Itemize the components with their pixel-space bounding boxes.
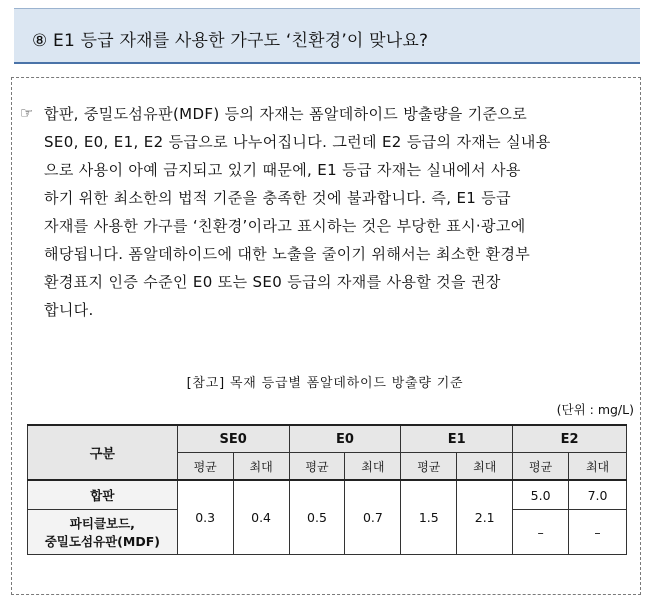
row-label-line: 중밀도섬유판(MDF)	[44, 534, 160, 549]
paragraph-line: 으로 사용이 아예 금지되고 있기 때문에, E1 등급 자재는 실내에서 사용	[44, 161, 521, 179]
e0-max-value: 0.7	[345, 480, 401, 555]
grade-header-e0: E0	[289, 425, 401, 453]
e2-max-value: –	[569, 510, 627, 555]
unit-label: (단위 : mg/L)	[556, 402, 634, 417]
paragraph-line: SE0, E0, E1, E2 등급으로 나누어집니다. 그런데 E2 등급의 자재는 실내용	[44, 133, 551, 151]
grade-header-e1: E1	[401, 425, 513, 453]
row-label-plywood: 합판	[28, 480, 178, 510]
se0-max-value: 0.4	[233, 480, 289, 555]
reference-table-title: [참고] 목재 등급별 폼알데하이드 방출량 기준	[186, 376, 464, 391]
paragraph-line: 하기 위한 최소한의 법적 기준을 충족한 것에 불과합니다. 즉, E1 등급	[44, 189, 511, 207]
emission-standards-table	[27, 424, 627, 555]
sub-header-max: 최대	[345, 453, 401, 481]
e2-avg-value: 5.0	[513, 480, 569, 510]
e1-avg-value: 1.5	[401, 480, 457, 555]
grade-header-se0: SE0	[177, 425, 289, 453]
sub-header-max: 최대	[569, 453, 627, 481]
e0-avg-value: 0.5	[289, 480, 345, 555]
paragraph-line: 합니다.	[44, 301, 94, 319]
grade-header-e2: E2	[513, 425, 627, 453]
paragraph-line: 환경표지 인증 수준인 E0 또는 SE0 등급의 자재를 사용할 것을 권장	[44, 273, 501, 291]
section-title: ⑧ E1 등급 자재를 사용한 가구도 ‘친환경’이 맞나요?	[32, 31, 429, 51]
paragraph-line: 자재를 사용한 가구를 ‘친환경’이라고 표시하는 것은 부당한 표시·광고에	[44, 217, 526, 235]
pointing-hand-icon: ☞	[20, 104, 34, 122]
sub-header-avg: 평균	[289, 453, 345, 481]
e2-avg-value: –	[513, 510, 569, 555]
section-header	[14, 8, 640, 64]
sub-header-max: 최대	[457, 453, 513, 481]
sub-header-avg: 평균	[401, 453, 457, 481]
table-row	[28, 480, 627, 510]
se0-avg-value: 0.3	[177, 480, 233, 555]
sub-header-max: 최대	[233, 453, 289, 481]
e1-max-value: 2.1	[457, 480, 513, 555]
row-header-label: 구분	[28, 425, 178, 480]
row-label-particleboard-mdf	[28, 510, 178, 555]
paragraph-line: 해당됩니다. 폼알데하이드에 대한 노출을 줄이기 위해서는 최소한 환경부	[44, 245, 531, 263]
sub-header-avg: 평균	[513, 453, 569, 481]
sub-header-avg: 평균	[177, 453, 233, 481]
row-label-line: 파티클보드,	[69, 516, 135, 531]
paragraph-line: 합판, 중밀도섬유판(MDF) 등의 자재는 폼알데하이드 방출량을 기준으로	[44, 105, 528, 123]
e2-max-value: 7.0	[569, 480, 627, 510]
